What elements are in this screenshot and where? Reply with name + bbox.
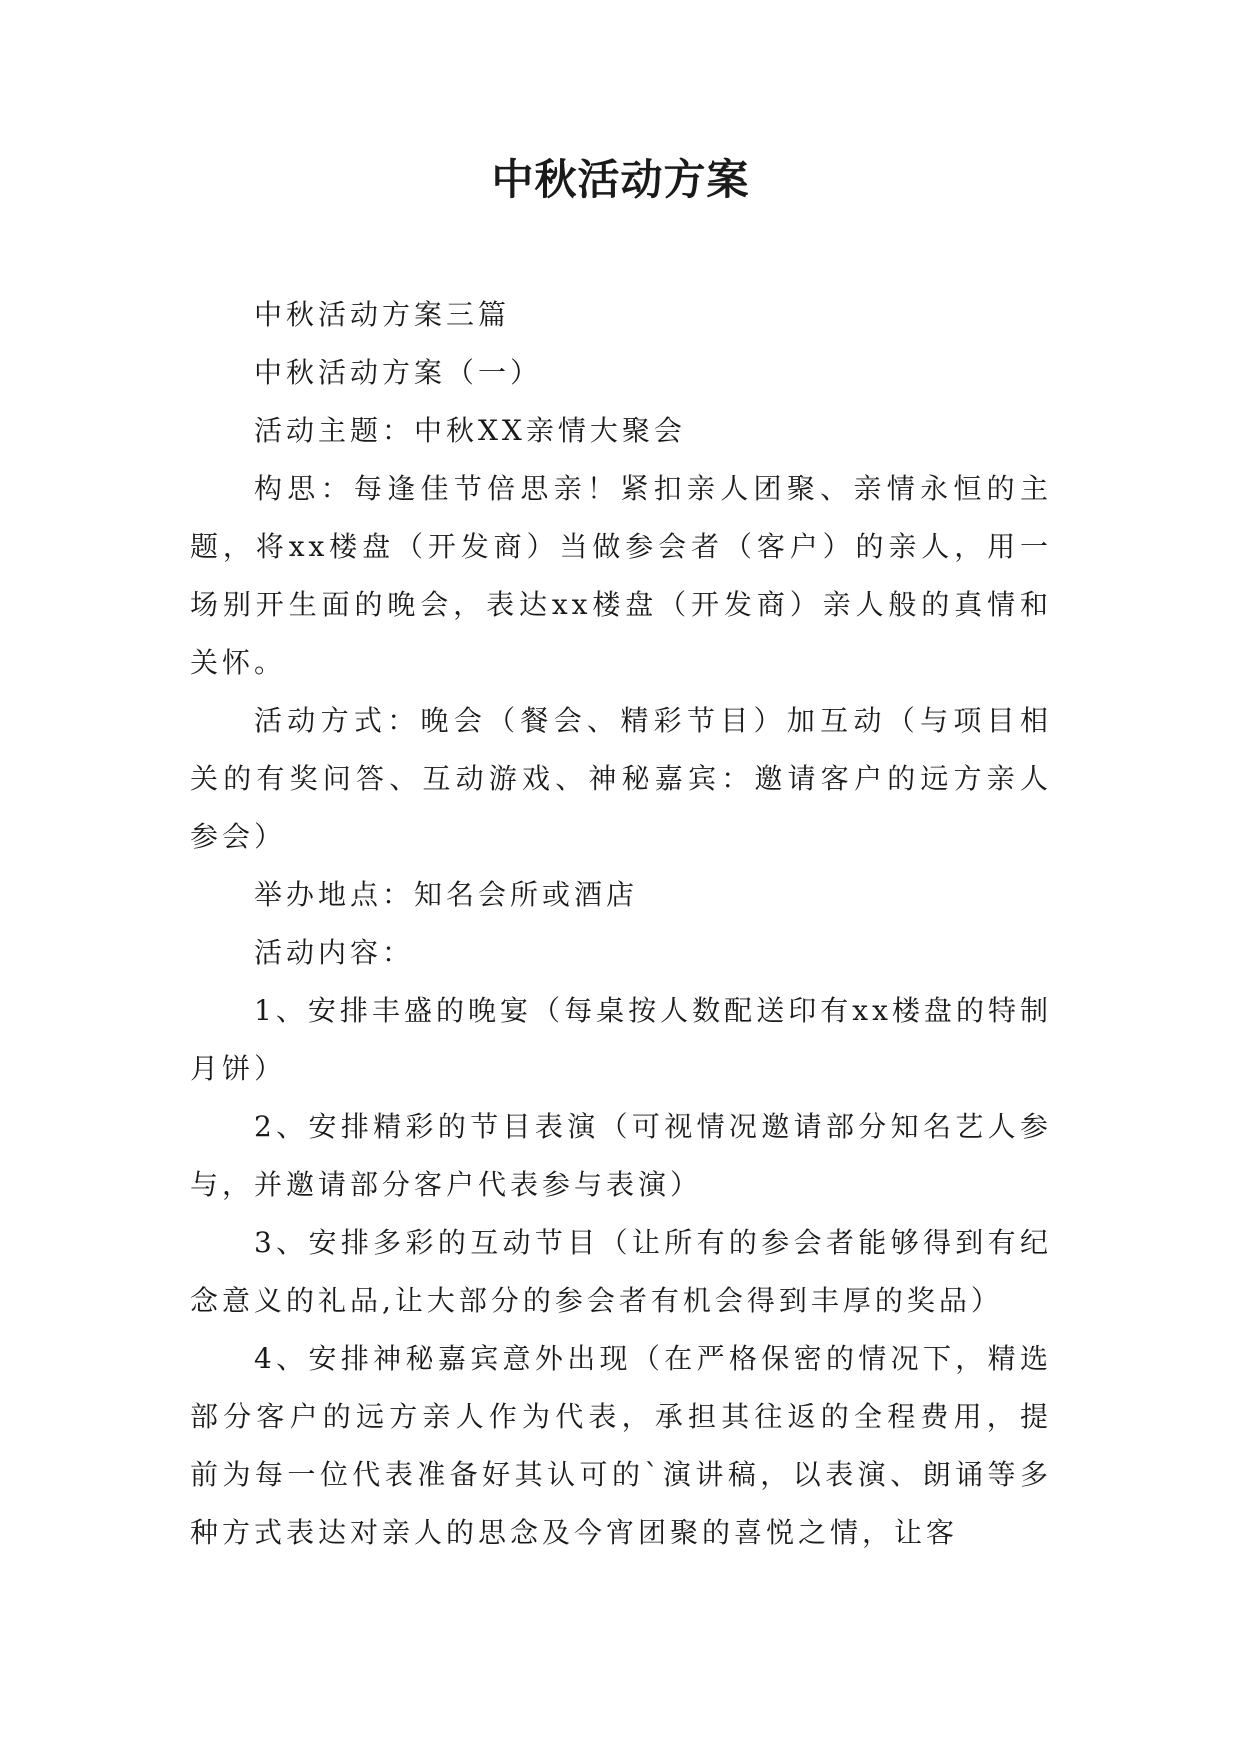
paragraph-item-2: 2、安排精彩的节目表演（可视情况邀请部分知名艺人参与，并邀请部分客户代表参与表演） bbox=[190, 1110, 1052, 1201]
paragraph-theme: 活动主题：中秋XX亲情大聚会 bbox=[254, 414, 686, 447]
paragraph-concept: 构思：每逢佳节倍思亲！紧扣亲人团聚、亲情永恒的主题，将xx楼盘（开发商）当做参会者（客户）的亲人，用一场别开生面的晚会，表达xx楼盘（开发商）亲人般的真情和关怀。 bbox=[190, 472, 1052, 679]
paragraph-format: 活动方式：晚会（餐会、精彩节目）加互动（与项目相关的有奖问答、互动游戏、神秘嘉宾：邀请客户的远方亲人参会） bbox=[190, 704, 1052, 853]
paragraph-item-3: 3、安排多彩的互动节目（让所有的参会者能够得到有纪念意义的礼品,让大部分的参会者有机会得到丰厚的奖品） bbox=[190, 1226, 1052, 1317]
paragraph-item-1: 1、安排丰盛的晚宴（每桌按人数配送印有xx楼盘的特制月饼） bbox=[190, 994, 1052, 1085]
paragraph-item-4: 4、安排神秘嘉宾意外出现（在严格保密的情况下，精选部分客户的远方亲人作为代表，承担其往返的全程费用，提前为每一位代表准备好其认可的`演讲稿，以表演、朗诵等多种方式表达对亲人的思念及今宵团聚的喜悦之情，让客 bbox=[190, 1342, 1052, 1549]
document-body bbox=[190, 286, 1052, 1562]
paragraph-section-heading: 中秋活动方案（一） bbox=[254, 356, 543, 389]
paragraph-subtitle: 中秋活动方案三篇 bbox=[254, 298, 511, 331]
document-title: 中秋活动方案 bbox=[491, 155, 750, 204]
paragraph-venue: 举办地点：知名会所或酒店 bbox=[254, 878, 639, 911]
paragraph-content-heading: 活动内容： bbox=[254, 936, 415, 969]
